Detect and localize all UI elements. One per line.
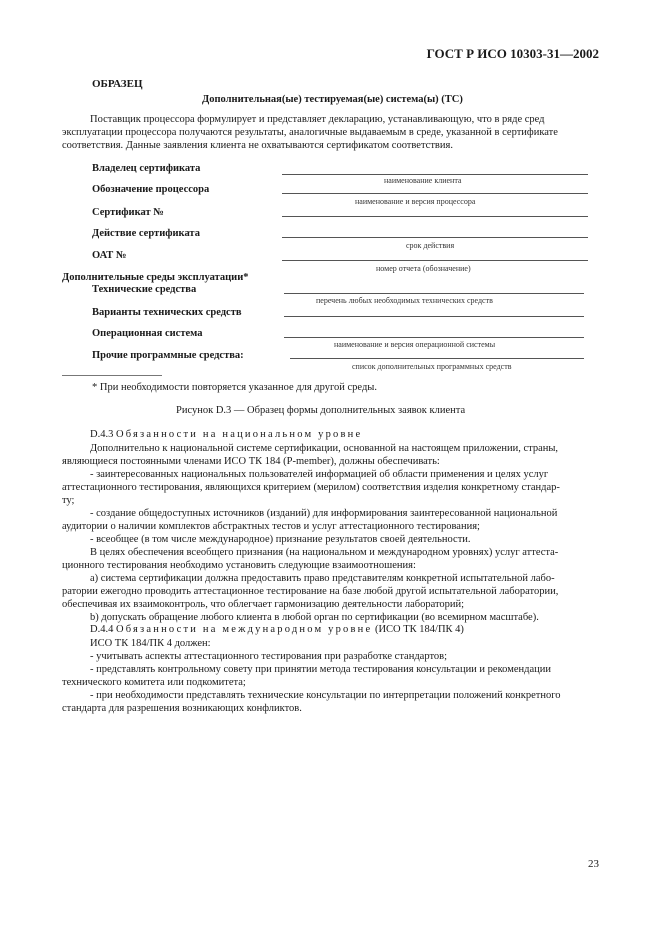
footnote-separator — [62, 375, 162, 376]
env-label-hardware: Технические средства — [92, 284, 197, 295]
field-caption-oat: номер отчета (обозначение) — [376, 264, 471, 273]
env-label-other-software: Прочие программные средства: — [92, 350, 244, 361]
env-line-os — [284, 337, 584, 338]
d43-line-7: аудитории о наличии комплектов абстрактных тестов и услуг аттестационного тестирования; — [62, 521, 480, 532]
field-label-certificate: Сертификат № — [92, 207, 164, 218]
env-line-other-software — [290, 358, 584, 359]
field-label-validity: Действие сертификата — [92, 228, 200, 239]
env-caption-other-software: список дополнительных программных средств — [352, 362, 512, 371]
d44-line-3: - представлять контрольному совету при принятии метода тестирования консультации и рекомендации — [90, 664, 551, 675]
field-line-validity — [282, 237, 588, 238]
intro-line-1: Поставщик процессора формулирует и представляет декларацию, устанавливающую, что в ряде сред — [90, 114, 545, 125]
section-d44-number: D.4.4 — [90, 624, 114, 635]
page-number: 23 — [588, 858, 599, 870]
extra-env-label: Дополнительные среды эксплуатации* — [62, 272, 249, 283]
env-label-hw-variants: Варианты технических средств — [92, 307, 242, 318]
d43-line-5: ту; — [62, 495, 75, 506]
section-d43-number: D.4.3 — [90, 429, 114, 440]
d44-line-6: стандарта для разрешения возникающих конфликтов. — [62, 703, 302, 714]
env-caption-hardware: перечень любых необходимых технических средств — [316, 296, 493, 305]
d43-line-9: В целях обеспечения всеобщего признания (на национальном и международном уровнях) услуг аттеста- — [90, 547, 559, 558]
figure-caption: Рисунок D.3 — Образец формы дополнительных заявок клиента — [176, 405, 466, 416]
intro-line-3: соответствия. Данные заявления клиента не охватываются сертификатом соответствия. — [62, 140, 453, 151]
d44-line-2: - учитывать аспекты аттестационного тестирования при разработке стандартов; — [90, 651, 448, 662]
intro-line-2: эксплуатации процессора получаются результаты, аналогичные выдаваемым в среде, указанной в сертификате — [62, 127, 558, 138]
field-caption-owner: наименование клиента — [384, 176, 462, 185]
field-caption-processor: наименование и версия процессора — [355, 197, 476, 206]
d44-line-5: - при необходимости представлять технические консультации по интерпретации положений конкретного — [90, 690, 561, 701]
field-label-owner: Владелец сертификата — [92, 163, 201, 174]
section-d43-heading — [90, 429, 362, 440]
section-d44-heading — [90, 624, 464, 635]
d43-line-12: ратории ежегодно проводить аттестационное тестирование на базе любой другой испытательной лаборатории, — [62, 586, 559, 597]
d43-line-8: - всеобщее (в том числе международное) признание результатов своей деятельности. — [90, 534, 471, 545]
form-title: Дополнительная(ые) тестируемая(ые) система(ы) (ТС) — [202, 94, 463, 105]
d43-line-4: аттестационного тестирования, являющихся критерием (мерилом) соответствия изделия конкретному стандар- — [62, 482, 560, 493]
d44-line-4: технического комитета или подкомитета; — [62, 677, 246, 688]
d43-line-14: b) допускать обращение любого клиента в любой орган по сертификации (во всемирном масштабе). — [90, 612, 539, 623]
footnote: * При необходимости повторяется указанное для другой среды. — [92, 382, 377, 393]
d44-line-1: ИСО ТК 184/ПК 4 должен: — [90, 638, 211, 649]
section-d43-title: Обязанности на национальном уровне — [115, 429, 363, 440]
sample-label: ОБРАЗЕЦ — [92, 78, 143, 90]
field-label-processor: Обозначение процессора — [92, 184, 210, 195]
d43-line-13: обеспечивая их взаимоконтроль, что облегчает гармонизацию деятельности лабораторий; — [62, 599, 465, 610]
d43-line-6: - создание общедоступных источников (изданий) для информирования заинтересованной национальной — [90, 508, 558, 519]
field-line-certificate — [282, 216, 588, 217]
field-line-processor — [282, 193, 588, 194]
d43-line-2: являющиеся постоянными членами ИСО ТК 184 (P-member), должны обеспечивать: — [62, 456, 440, 467]
field-line-oat — [282, 260, 588, 261]
field-caption-validity: срок действия — [406, 241, 455, 250]
d43-line-10: ционного тестирования необходимо установить следующие взаимоотношения: — [62, 560, 416, 571]
env-label-os: Операционная система — [92, 328, 203, 339]
d43-line-1: Дополнительно к национальной системе сертификации, основанной на настоящем приложении, страны, — [90, 443, 559, 454]
standard-code: ГОСТ Р ИСО 10303-31—2002 — [426, 46, 599, 61]
section-d44-title: Обязанности на международном уровне — [115, 624, 373, 635]
env-line-hardware — [284, 293, 584, 294]
field-line-owner — [282, 174, 588, 175]
d43-line-11: а) система сертификации должна предоставить право представителям конкретной испытательной лабо- — [90, 573, 555, 584]
section-d44-suffix: (ИСО ТК 184/ПК 4) — [374, 624, 464, 635]
env-caption-os: наименование и версия операционной системы — [334, 340, 496, 349]
env-line-hw-variants — [284, 316, 584, 317]
d43-line-3: - заинтересованных национальных пользователей информацией об области применения и целях услуг — [90, 469, 549, 480]
field-label-oat: ОАТ № — [92, 250, 127, 261]
